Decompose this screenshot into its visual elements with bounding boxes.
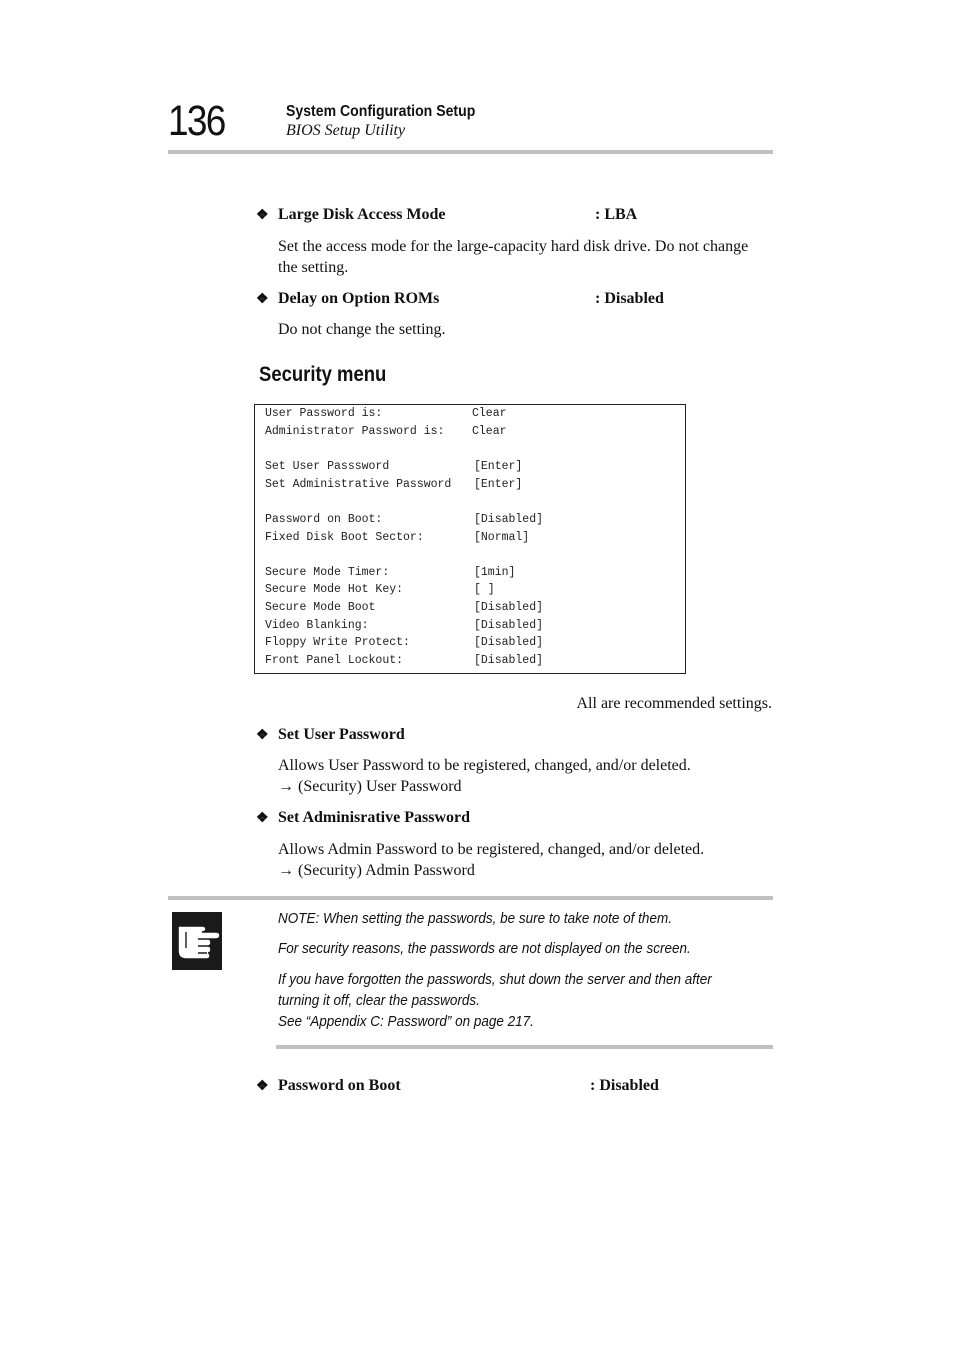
setting-heading xyxy=(256,808,470,829)
setting-label: Password on Boot xyxy=(278,1077,401,1094)
bios-label: Set User Passsword xyxy=(265,460,390,473)
bios-label: Secure Mode Timer: xyxy=(265,566,390,579)
bios-value: [ ] xyxy=(474,583,495,596)
bios-label: Front Panel Lockout: xyxy=(265,654,404,667)
bios-value: [Enter] xyxy=(474,460,523,473)
description-line: Allows User Password to be registered, changed, and/or deleted. xyxy=(278,757,691,774)
bios-label: Administrator Password is: xyxy=(265,425,445,438)
bullet-icon: ❖ xyxy=(256,1079,269,1094)
description-line: the setting. xyxy=(278,259,349,276)
setting-label: Set User Password xyxy=(278,726,405,743)
setting-label: Delay on Option ROMs xyxy=(278,290,440,307)
bios-value: Clear xyxy=(472,407,507,420)
bios-label: User Password is: xyxy=(265,407,383,420)
setting-heading xyxy=(256,1076,401,1097)
bios-label: Secure Mode Hot Key: xyxy=(265,583,404,596)
setting-value: : Disabled xyxy=(590,1077,659,1094)
note-line: NOTE: When setting the passwords, be sure to take note of them. xyxy=(278,910,672,927)
setting-heading xyxy=(256,205,446,226)
note-line: For security reasons, the passwords are not displayed on the screen. xyxy=(278,940,691,957)
bios-value: [Normal] xyxy=(474,531,530,544)
cross-reference-link[interactable]: → (Security) User Password xyxy=(278,778,462,795)
note-line: See “Appendix C: Password” on page 217. xyxy=(278,1013,534,1030)
bios-label: Fixed Disk Boot Sector: xyxy=(265,531,424,544)
description-line: Allows Admin Password to be registered, changed, and/or deleted. xyxy=(278,841,705,858)
bios-label: Secure Mode Boot xyxy=(265,601,376,614)
setting-value: : LBA xyxy=(595,206,638,223)
setting-label: Set Adminisrative Password xyxy=(278,809,470,826)
note-line: If you have forgotten the passwords, shut down the server and then after xyxy=(278,971,712,988)
bios-caption: All are recommended settings. xyxy=(576,695,772,712)
bios-value: [Disabled] xyxy=(474,513,544,526)
note-top-rule xyxy=(168,896,773,900)
section-subtitle: BIOS Setup Utility xyxy=(286,122,406,139)
bullet-icon: ❖ xyxy=(256,208,269,223)
setting-heading xyxy=(256,725,405,746)
bios-security-screen xyxy=(254,404,686,674)
setting-value: : Disabled xyxy=(595,290,664,307)
bios-value: [Enter] xyxy=(474,478,523,491)
section-title: Security menu xyxy=(259,363,387,386)
bios-value: [Disabled] xyxy=(474,654,544,667)
pointing-hand-icon xyxy=(172,912,222,970)
page-number: 136 xyxy=(168,97,225,145)
bios-value: Clear xyxy=(472,425,507,438)
setting-description: Do not change the setting. xyxy=(278,321,446,338)
setting-description xyxy=(278,236,772,278)
setting-heading xyxy=(256,289,439,310)
setting-description xyxy=(278,839,704,881)
bullet-icon: ❖ xyxy=(256,292,269,307)
bios-label: Password on Boot: xyxy=(265,513,383,526)
bios-label: Video Blanking: xyxy=(265,619,369,632)
bios-value: [Disabled] xyxy=(474,636,544,649)
header-rule xyxy=(168,150,773,154)
description-line: Set the access mode for the large-capacity hard disk drive. Do not change xyxy=(278,238,749,255)
setting-description xyxy=(278,755,691,797)
bios-value: [1min] xyxy=(474,566,516,579)
bios-value: [Disabled] xyxy=(474,601,544,614)
bios-label: Set Administrative Password xyxy=(265,478,452,491)
bullet-icon: ❖ xyxy=(256,728,269,743)
note-line: turning it off, clear the passwords. xyxy=(278,992,480,1009)
bios-label: Floppy Write Protect: xyxy=(265,636,410,649)
chapter-title: System Configuration Setup xyxy=(286,103,476,120)
cross-reference-link[interactable]: → (Security) Admin Password xyxy=(278,862,475,879)
bullet-icon: ❖ xyxy=(256,811,269,826)
bios-value: [Disabled] xyxy=(474,619,544,632)
note-bottom-rule xyxy=(276,1045,773,1049)
setting-label: Large Disk Access Mode xyxy=(278,206,446,223)
